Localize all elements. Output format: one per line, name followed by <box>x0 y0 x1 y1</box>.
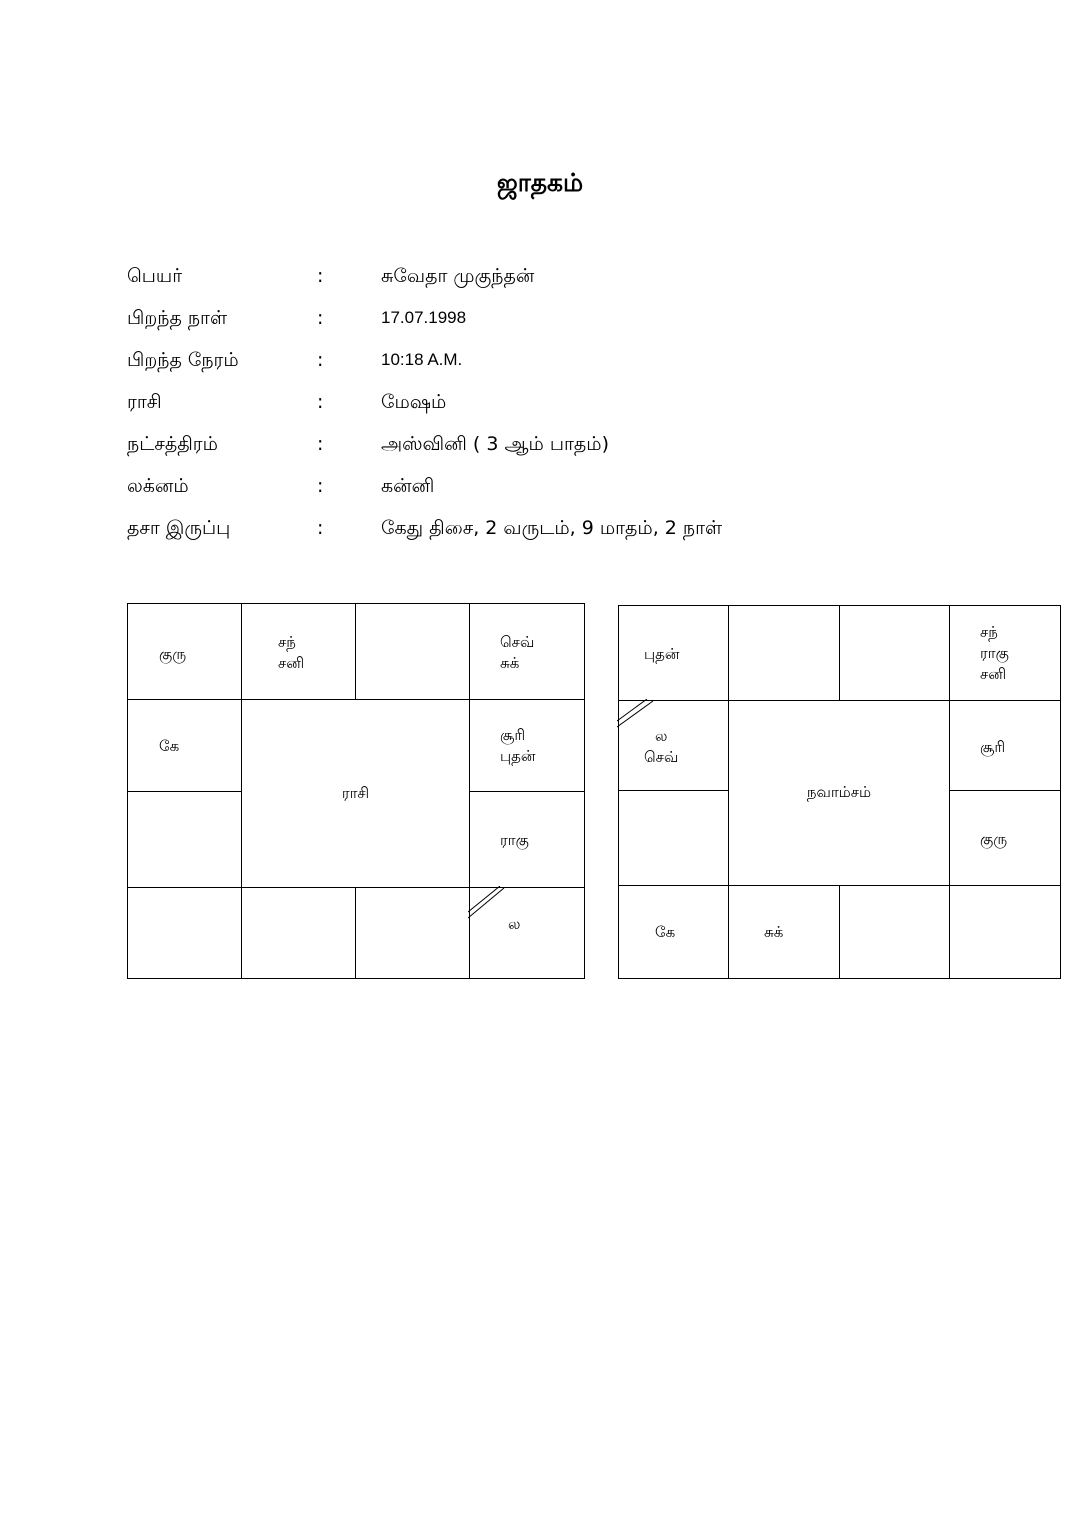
detail-label: பிறந்த நாள் <box>127 307 228 329</box>
detail-label: ராசி <box>127 391 162 413</box>
house-planets: சூரி புதன் <box>500 726 536 765</box>
navamsam-chart <box>618 605 1061 979</box>
navamsam-house-simham <box>950 791 1060 886</box>
detail-colon: : <box>317 433 324 455</box>
detail-value: மேஷம் <box>381 391 447 413</box>
navamsam-house-mithunam <box>950 606 1060 701</box>
house-planets: சுக் <box>764 923 784 941</box>
rasi-house-mesham <box>242 604 356 700</box>
detail-value: 17.07.1998 <box>381 308 467 327</box>
rasi-center <box>242 700 470 888</box>
detail-label: பிறந்த நேரம் <box>127 349 239 371</box>
rasi-center-label: ராசி <box>341 783 370 802</box>
navamsam-center-label: நவாம்சம் <box>806 783 872 801</box>
house-planets: சூரி <box>980 738 1006 756</box>
detail-value: கன்னி <box>381 475 435 497</box>
rasi-house-mithunam <box>470 604 584 700</box>
rasi-house-viruchigam <box>242 888 356 978</box>
rasi-house-meenam <box>128 604 242 700</box>
navamsam-house-rishabam <box>840 606 950 701</box>
house-planets: ராகு <box>500 831 529 849</box>
rasi-house-thulam <box>356 888 470 978</box>
house-planets: கே <box>655 923 676 941</box>
detail-colon: : <box>317 391 324 413</box>
rasi-house-simham <box>470 792 584 888</box>
navamsam-house-kumbam <box>619 701 729 791</box>
detail-colon: : <box>317 517 324 539</box>
rasi-house-dhanusu <box>128 888 242 978</box>
detail-colon: : <box>317 475 324 497</box>
navamsam-house-mesham <box>729 606 840 701</box>
house-planets: சந் ராகு சனி <box>980 623 1009 683</box>
rasi-house-kadagam <box>470 700 584 792</box>
detail-value: அஸ்வினி ( 3 ஆம் பாதம்) <box>381 433 609 455</box>
detail-label: பெயர் <box>127 265 183 287</box>
house-planets: ல செவ் <box>644 727 679 766</box>
house-planets: செவ் சுக் <box>500 633 535 672</box>
house-planets: குரு <box>980 830 1008 848</box>
navamsam-center <box>729 701 950 886</box>
house-planets: சந் சனி <box>278 633 305 672</box>
rasi-house-makaram <box>128 792 242 888</box>
detail-label: நட்சத்திரம் <box>127 433 218 455</box>
navamsam-house-makaram <box>619 791 729 886</box>
rasi-chart <box>127 603 585 979</box>
detail-colon: : <box>317 307 324 329</box>
detail-label: லக்னம் <box>127 475 189 497</box>
detail-value: 10:18 A.M. <box>381 350 463 369</box>
detail-value: சுவேதா முகுந்தன் <box>381 265 535 287</box>
house-planets: குரு <box>159 645 187 663</box>
detail-colon: : <box>317 265 324 287</box>
navamsam-house-dhanusu <box>619 886 729 978</box>
rasi-house-kumbam <box>128 700 242 792</box>
detail-colon: : <box>317 349 324 371</box>
house-planets: ல <box>508 915 521 933</box>
lagna-marker-icon <box>468 886 508 920</box>
page-title: ஜாதகம் <box>496 168 584 197</box>
detail-value: கேது திசை, 2 வருடம், 9 மாதம், 2 நாள் <box>381 517 723 539</box>
navamsam-house-meenam <box>619 606 729 701</box>
navamsam-house-kanni <box>950 886 1060 978</box>
navamsam-house-kadagam <box>950 701 1060 791</box>
navamsam-house-viruchigam <box>729 886 840 978</box>
house-planets: கே <box>159 737 180 755</box>
detail-label: தசா இருப்பு <box>127 517 231 539</box>
house-planets: புதன் <box>644 645 680 663</box>
rasi-house-rishabam <box>356 604 470 700</box>
rasi-house-kanni <box>470 888 584 978</box>
navamsam-house-thulam <box>840 886 950 978</box>
